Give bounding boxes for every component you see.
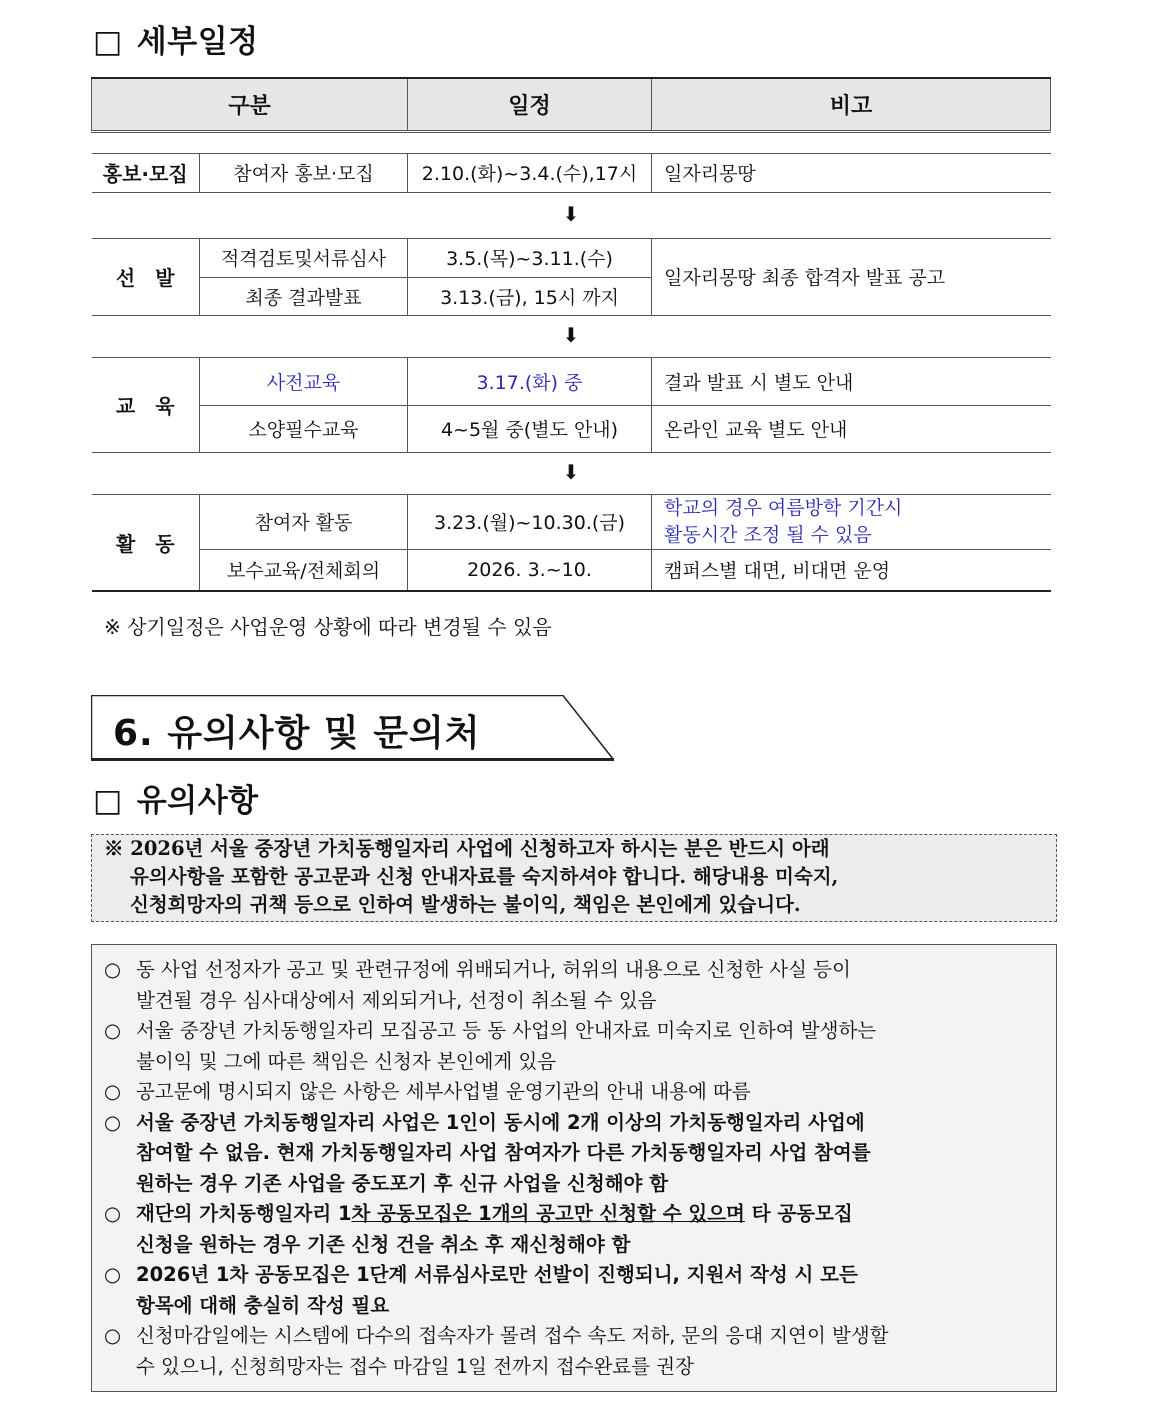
list-item <box>104 955 1046 1016</box>
date-participant-activity: 3.23.(월)~10.30.(금) <box>408 494 652 549</box>
date-screening: 3.5.(목)~3.11.(수) <box>408 238 652 277</box>
list-item-line: 서울 중장년 가치동행일자리 모집공고 등 동 사업의 안내자료 미숙지로 인하여 발생하는 <box>136 1019 877 1042</box>
item-screening: 적격검토및서류심사 <box>200 238 408 277</box>
arrow-down-icon: ⬇ <box>562 323 580 347</box>
schedule-section-heading <box>93 16 259 61</box>
note-selection: 일자리몽땅 최종 합격자 발표 공고 <box>652 238 1051 315</box>
schedule-section-title: 세부일정 <box>136 24 259 60</box>
list-item-line: 참여할 수 없음. 현재 가치동행일자리 사업 참여자가 다른 가치동행일자리 사업 참여를 <box>136 1141 871 1164</box>
list-item <box>104 1016 1046 1077</box>
notice-box <box>91 834 1057 922</box>
table-row-selection-1 <box>92 238 1051 277</box>
header-date: 일정 <box>408 78 652 131</box>
item-final-result: 최종 결과발표 <box>200 277 408 315</box>
arrow-row <box>92 315 1051 357</box>
list-item-line: 2026년 1차 공동모집은 1단계 서류심사로만 선발이 진행되니, 지원서 작성 시 모든 <box>136 1263 858 1286</box>
arrow-down-icon: ⬇ <box>562 460 580 484</box>
circle-bullet-icon: ○ <box>104 1202 122 1225</box>
list-item-line: 서울 중장년 가치동행일자리 사업은 1인이 동시에 2개 이상의 가치동행일자리 사업에 <box>136 1110 865 1134</box>
checkbox-icon: □ <box>93 24 123 60</box>
note-participant-activity <box>652 494 1051 549</box>
note-promo: 일자리몽땅 <box>652 153 1051 192</box>
header-category: 구분 <box>92 78 408 131</box>
table-row-education-1 <box>92 357 1051 405</box>
date-final-result: 3.13.(금), 15시 까지 <box>408 277 652 315</box>
list-item-line: 동 사업 선정자가 공고 및 관련규정에 위배되거나, 허위의 내용으로 신청한 사실 등이 <box>136 958 851 981</box>
circle-bullet-icon: ○ <box>104 1019 122 1042</box>
table-row-activity-1 <box>92 494 1051 549</box>
notice-line: 유의사항을 포함한 공고문과 신청 안내자료를 숙지하셔야 합니다. 해당내용 미숙지, <box>130 865 839 888</box>
note-activity-line1: 학교의 경우 여름방학 기간시 <box>664 496 903 519</box>
date-promo: 2.10.(화)~3.4.(수),17시 <box>408 153 652 192</box>
chapter-title: 6. 유의사항 및 문의처 <box>113 713 481 754</box>
list-item-line: 수 있으니, 신청희망자는 접수 마감일 1일 전까지 접수완료를 권장 <box>136 1354 694 1378</box>
item-pre-education: 사전교육 <box>200 357 408 405</box>
schedule-table <box>91 77 1051 592</box>
list-item <box>104 1108 1046 1200</box>
table-header-row <box>92 78 1051 131</box>
chapter-title-box <box>91 695 614 761</box>
note-pre-education: 결과 발표 시 별도 안내 <box>652 357 1051 405</box>
circle-bullet-icon: ○ <box>104 1324 122 1347</box>
list-item-text: 재단의 가치동행일자리 1 <box>136 1202 352 1225</box>
list-item-line: 원하는 경우 기존 사업을 중도포기 후 신규 사업을 신청해야 함 <box>136 1171 669 1195</box>
table-row-activity-2 <box>92 549 1051 591</box>
circle-bullet-icon: ○ <box>104 1110 122 1134</box>
item-promo: 참여자 홍보·모집 <box>200 153 408 192</box>
caution-section-title: 유의사항 <box>136 783 259 819</box>
category-selection: 선 발 <box>92 238 200 315</box>
list-item-line: 발견될 경우 심사대상에서 제외되거나, 선정이 취소될 수 있음 <box>136 988 657 1012</box>
notice-line: ※ 2026년 서울 중장년 가치동행일자리 사업에 신청하고자 하시는 분은 반드시 아래 <box>104 837 830 860</box>
item-participant-activity: 참여자 활동 <box>200 494 408 549</box>
list-item-text: 타 공동모집 <box>744 1202 853 1225</box>
note-required-education: 온라인 교육 별도 안내 <box>652 405 1051 452</box>
arrow-row <box>92 452 1051 494</box>
header-spacer <box>92 131 1051 153</box>
list-item-line: 신청을 원하는 경우 기존 신청 건을 취소 후 재신청해야 함 <box>136 1232 631 1256</box>
list-item-line: 항목에 대해 충실히 작성 필요 <box>136 1293 390 1317</box>
note-activity-line2: 활동시간 조정 될 수 있음 <box>664 523 872 546</box>
list-item <box>104 1077 1046 1108</box>
date-refresher-meeting: 2026. 3.~10. <box>408 549 652 591</box>
list-item <box>104 1321 1046 1382</box>
caution-section-heading <box>93 775 259 820</box>
note-refresher-meeting: 캠퍼스별 대면, 비대면 운영 <box>652 549 1051 591</box>
arrow-row <box>92 192 1051 238</box>
table-row-promo <box>92 153 1051 192</box>
header-note: 비고 <box>652 78 1051 131</box>
list-item <box>104 1260 1046 1321</box>
category-activity: 활 동 <box>92 494 200 591</box>
list-item-line: 불이익 및 그에 따른 책임은 신청자 본인에게 있음 <box>136 1049 557 1073</box>
list-item <box>104 1199 1046 1260</box>
underlined-text: 차 공동모집은 1개의 공고만 신청할 수 있으며 <box>351 1202 745 1225</box>
arrow-down-icon: ⬇ <box>562 202 580 226</box>
category-promo: 홍보·모집 <box>92 153 200 192</box>
list-item-line: 신청마감일에는 시스템에 다수의 접속자가 몰려 접수 속도 저하, 문의 응대 지연이 발생할 <box>136 1324 889 1347</box>
item-required-education: 소양필수교육 <box>200 405 408 452</box>
circle-bullet-icon: ○ <box>104 958 122 981</box>
category-education: 교 육 <box>92 357 200 452</box>
list-item-line: 공고문에 명시되지 않은 사항은 세부사업별 운영기관의 안내 내용에 따름 <box>136 1080 751 1103</box>
date-required-education: 4~5월 중(별도 안내) <box>408 405 652 452</box>
checkbox-icon: □ <box>93 783 123 819</box>
notice-line: 신청희망자의 귀책 등으로 인하여 발생하는 불이익, 책임은 본인에게 있습니다. <box>130 893 801 916</box>
circle-bullet-icon: ○ <box>104 1263 122 1286</box>
circle-bullet-icon: ○ <box>104 1080 122 1103</box>
caution-list <box>91 944 1057 1392</box>
item-refresher-meeting: 보수교육/전체회의 <box>200 549 408 591</box>
date-pre-education: 3.17.(화) 중 <box>408 357 652 405</box>
table-row-education-2 <box>92 405 1051 452</box>
list-item-line <box>136 1199 1046 1230</box>
schedule-footnote: ※ 상기일정은 사업운영 상황에 따라 변경될 수 있음 <box>104 615 552 639</box>
